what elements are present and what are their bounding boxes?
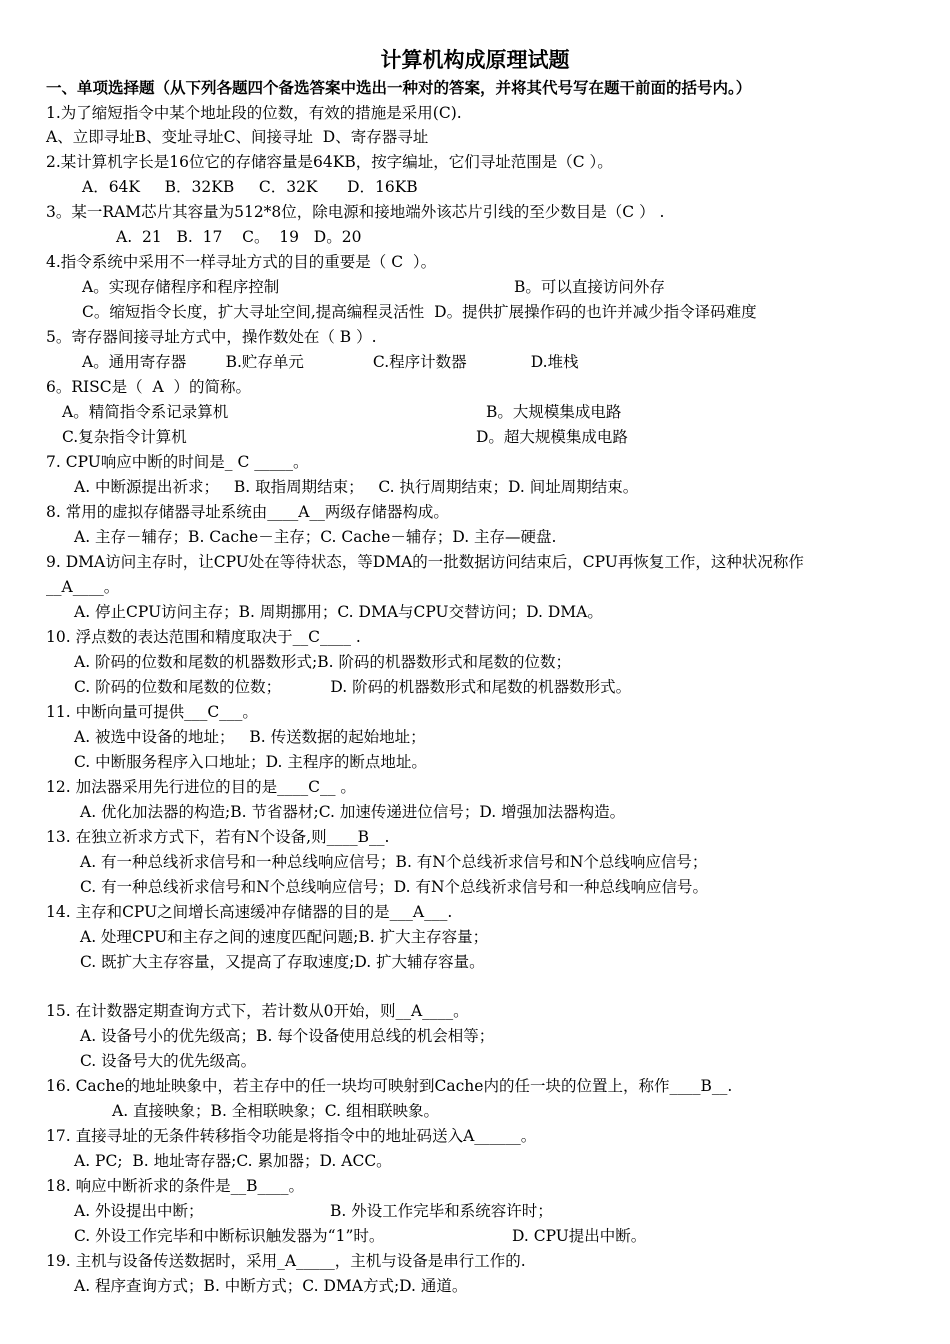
question-line: D. CPU提出中断。: [512, 1227, 647, 1245]
question-line: A. 设备号小的优先级高；B. 每个设备使用总线的机会相等；: [80, 1027, 495, 1045]
question-line: A. 被选中设备的地址； B. 传送数据的起始地址；: [74, 728, 426, 746]
question-line: A。精简指令系记录算机: [62, 403, 229, 421]
question-line: 19. 主机与设备传送数据时，采用_A_____，主机与设备是串行工作的.: [46, 1252, 526, 1270]
question-line: A. 主存－辅存；B. Cache－主存；C. Cache－辅存；D. 主存—硬盘.: [74, 528, 557, 546]
question-line: 4.指令系统中采用不一样寻址方式的目的重要是（ C ）。: [46, 253, 437, 271]
question-line: 7. CPU响应中断的时间是_ C _____。: [46, 453, 309, 471]
question-line: 14. 主存和CPU之间增长高速缓冲存储器的目的是___A___.: [46, 903, 453, 921]
question-line: A。实现存储程序和程序控制: [82, 278, 280, 296]
question-line: 10. 浮点数的表达范围和精度取决于__C____ .: [46, 628, 361, 646]
question-line: C. 阶码的位数和尾数的位数； D. 阶码的机器数形式和尾数的机器数形式。: [74, 678, 632, 696]
question-line: A. PC; B. 地址寄存器;C. 累加器；D. ACC。: [74, 1152, 392, 1170]
question-line: 1.为了缩短指令中某个地址段的位数，有效的措施是采用(C).: [46, 104, 462, 122]
question-line: A. 优化加法器的构造;B. 节省器材;C. 加速传递进位信号；D. 增强加法器构造。: [80, 803, 626, 821]
question-line: 2.某计算机字长是16位它的存储容量是64KB，按字编址，它们寻址范围是（C ）。: [46, 153, 613, 171]
question-line: A. 21 B. 17 C。 19 D。20: [116, 228, 362, 246]
question-line: 15. 在计数器定期查询方式下，若计数从0开始，则__A____。: [46, 1002, 469, 1020]
question-line: A. 直接映象；B. 全相联映象；C. 组相联映象。: [112, 1102, 439, 1120]
question-line: A．64K B．32KB C．32K D．16KB: [82, 178, 418, 196]
page-title: 计算机构成原理试题: [380, 48, 570, 72]
question-line: A. 阶码的位数和尾数的机器数形式;B. 阶码的机器数形式和尾数的位数；: [74, 653, 572, 671]
question-line: 8. 常用的虚拟存储器寻址系统由____A__两级存储器构成。: [46, 503, 449, 521]
question-line: C.复杂指令计算机: [62, 428, 187, 446]
question-line: 11. 中断向量可提供___C___。: [46, 703, 258, 721]
question-line: B。可以直接访问外存: [514, 278, 665, 296]
question-line: C. 外设工作完毕和中断标识触发器为“1”时。: [74, 1227, 385, 1245]
question-line: B. 外设工作完毕和系统容许时；: [330, 1202, 553, 1220]
question-line: B。大规模集成电路: [486, 403, 622, 421]
question-line: A. 外设提出中断；: [74, 1202, 204, 1220]
question-line: 13. 在独立祈求方式下，若有N个设备,则____B__.: [46, 828, 390, 846]
question-line: 5。寄存器间接寻址方式中，操作数处在（ B ）.: [46, 328, 377, 346]
question-line: __A____。: [46, 578, 120, 596]
question-line: A. 停止CPU访问主存；B. 周期挪用；C. DMA与CPU交替访问；D. DMA。: [74, 603, 603, 621]
question-line: D。超大规模集成电路: [476, 428, 628, 446]
question-line: C。缩短指令长度，扩大寻址空间,提高编程灵活性 D。提供扩展操作码的也许并减少指令译码难度: [82, 303, 757, 321]
question-line: C. 中断服务程序入口地址；D. 主程序的断点地址。: [74, 753, 427, 771]
question-line: C. 设备号大的优先级高。: [80, 1052, 257, 1070]
section-heading: 一、单项选择题（从下列各题四个备选答案中选出一种对的答案，并将其代号写在题干前面的括号内。）: [46, 79, 752, 97]
question-line: 3。某一RAM芯片其容量为512*8位，除电源和接地端外该芯片引线的至少数目是（C ） .: [46, 203, 665, 221]
question-line: A. 程序查询方式；B. 中断方式；C. DMA方式;D. 通道。: [74, 1277, 468, 1295]
question-line: A。通用寄存器 B.贮存单元 C.程序计数器 D.堆栈: [82, 353, 579, 371]
question-line: A、立即寻址B、变址寻址C、间接寻址 D、寄存器寻址: [46, 128, 429, 146]
question-line: A. 中断源提出祈求； B. 取指周期结束； C. 执行周期结束；D. 间址周期结束。: [74, 478, 639, 496]
question-line: 9. DMA访问主存时，让CPU处在等待状态，等DMA的一批数据访问结束后，CPU再恢复工作，这种状况称作: [46, 553, 804, 571]
question-line: A. 处理CPU和主存之间的速度匹配问题;B. 扩大主存容量；: [80, 928, 489, 946]
question-line: A. 有一种总线祈求信号和一种总线响应信号；B. 有N个总线祈求信号和N个总线响应信号；: [80, 853, 708, 871]
question-line: 6。RISC是（ A ）的简称。: [46, 378, 252, 396]
question-line: 12. 加法器采用先行进位的目的是____C__ 。: [46, 778, 356, 796]
question-line: C. 既扩大主存容量，又提高了存取速度;D. 扩大辅存容量。: [80, 953, 485, 971]
question-line: 17. 直接寻址的无条件转移指令功能是将指令中的地址码送入A______。: [46, 1127, 537, 1145]
question-line: 16. Cache的地址映象中，若主存中的任一块均可映射到Cache内的任一块的位置上，称作____B__.: [46, 1077, 733, 1095]
question-line: C. 有一种总线祈求信号和N个总线响应信号；D. 有N个总线祈求信号和一种总线响应信号。: [80, 878, 709, 896]
question-line: 18. 响应中断祈求的条件是__B____。: [46, 1177, 304, 1195]
